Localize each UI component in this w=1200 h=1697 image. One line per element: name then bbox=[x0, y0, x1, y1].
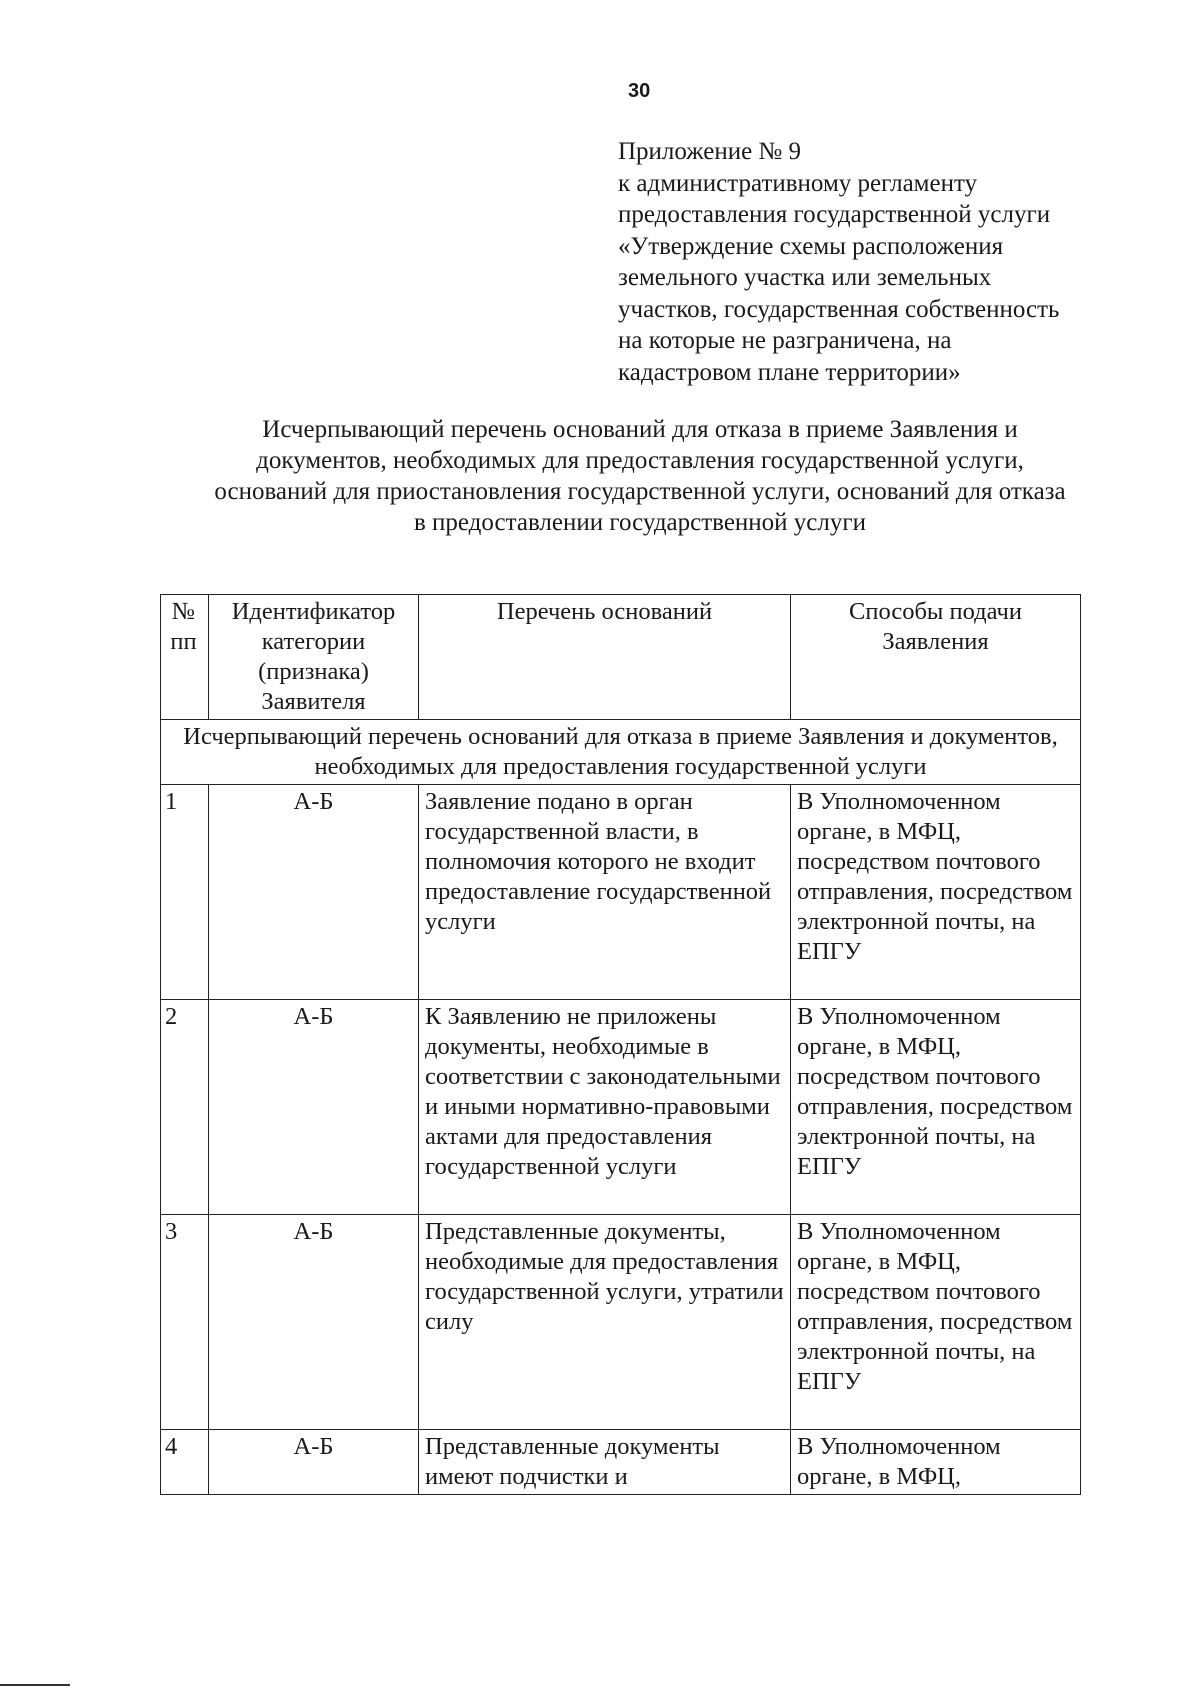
appendix-block bbox=[618, 136, 1098, 388]
table-row bbox=[161, 1430, 1081, 1495]
header-num: № пп bbox=[161, 595, 209, 720]
table-row bbox=[161, 785, 1081, 1000]
table-row bbox=[161, 1000, 1081, 1215]
row-reason: Представленные документы, необходимые для предоставления государственной услуги, утратили силу bbox=[419, 1215, 791, 1430]
appendix-line: «Утверждение схемы расположения bbox=[618, 232, 1004, 260]
row-reason: Заявление подано в орган государственной власти, в полномочия которого не входит предоставление государственной услуги bbox=[419, 785, 791, 1000]
row-num: 2 bbox=[161, 1000, 209, 1215]
appendix-line: Приложение № 9 bbox=[618, 138, 802, 165]
document-heading bbox=[170, 414, 1110, 538]
row-identifier: А-Б bbox=[209, 1430, 419, 1495]
header-reasons: Перечень оснований bbox=[419, 595, 791, 720]
page-number: 30 bbox=[628, 80, 651, 102]
heading-line: оснований для приостановления государственной услуги, оснований для отказа bbox=[214, 478, 1066, 505]
section-row bbox=[161, 720, 1081, 785]
appendix-line: участков, государственная собственность bbox=[618, 295, 1060, 323]
row-method: В Уполномоченном органе, в МФЦ, посредством почтового отправления, посредством электронной почты, на ЕПГУ bbox=[791, 785, 1081, 1000]
row-num: 4 bbox=[161, 1430, 209, 1495]
grounds-table bbox=[160, 594, 1081, 1495]
header-methods: Способы подачи Заявления bbox=[791, 595, 1081, 720]
heading-line: Исчерпывающий перечень оснований для отказа в приеме Заявления и bbox=[262, 416, 1018, 443]
appendix-line: предоставления государственной услуги bbox=[618, 201, 1051, 228]
row-method: В Уполномоченном органе, в МФЦ, посредством почтового отправления, посредством электронной почты, на ЕПГУ bbox=[791, 1000, 1081, 1215]
table-header-row bbox=[161, 595, 1081, 720]
appendix-line: к административному регламенту bbox=[618, 169, 978, 197]
heading-line: документов, необходимых для предоставления государственной услуги, bbox=[256, 447, 1024, 474]
row-method: В Уполномоченном органе, в МФЦ, посредством почтового отправления, посредством электронной почты, на ЕПГУ bbox=[791, 1215, 1081, 1430]
footer-rule bbox=[0, 1684, 70, 1686]
appendix-line: на которые не разграничена, на bbox=[618, 327, 952, 354]
row-method: В Уполномоченном органе, в МФЦ, bbox=[791, 1430, 1081, 1495]
appendix-line: земельного участка или земельных bbox=[618, 264, 992, 291]
row-identifier: А-Б bbox=[209, 1215, 419, 1430]
row-reason: К Заявлению не приложены документы, необходимые в соответствии с законодательными и иными нормативно-правовыми актами для предоставления государственной услуги bbox=[419, 1000, 791, 1215]
header-identifier: Идентификатор категории (признака) Заявителя bbox=[209, 595, 419, 720]
appendix-line: кадастровом плане территории» bbox=[618, 358, 961, 386]
heading-line: в предоставлении государственной услуги bbox=[413, 509, 867, 536]
section-title: Исчерпывающий перечень оснований для отказа в приеме Заявления и документов, необходимых для предоставления государственной услуги bbox=[161, 720, 1081, 785]
row-reason: Представленные документы имеют подчистки и bbox=[419, 1430, 791, 1495]
row-num: 1 bbox=[161, 785, 209, 1000]
row-identifier: А-Б bbox=[209, 1000, 419, 1215]
table-row bbox=[161, 1215, 1081, 1430]
row-identifier: А-Б bbox=[209, 785, 419, 1000]
row-num: 3 bbox=[161, 1215, 209, 1430]
